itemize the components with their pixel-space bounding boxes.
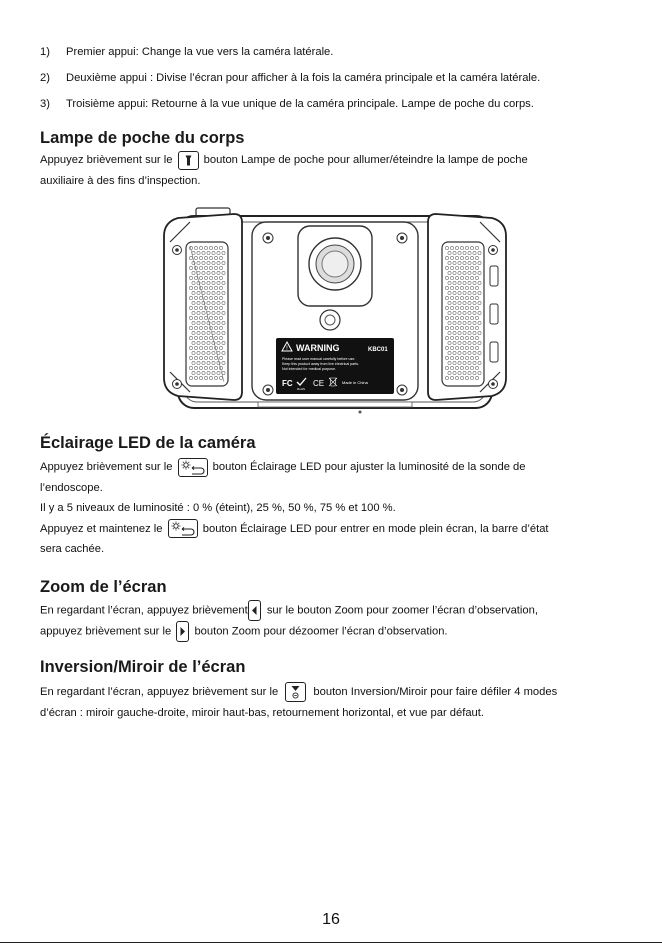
section-title-lampe: Lampe de poche du corps <box>40 129 245 147</box>
section-body-led: Appuyez brièvement sur le bouton Éclairage LED pour ajuster la luminosité de la sonde de l’endoscope. Il y a 5 niveaux de luminosité : 0 % (éteint), 25 %, 50 %, 75 % et 100 %. Appuyez et maintenez le bouton Éclairage LED pour entrer en mode plein écran, la barre d’état sera cachée. <box>40 457 640 560</box>
warning-label-line: Please read user manual carefully before use. <box>282 357 356 361</box>
warning-label-title: WARNING <box>296 343 340 353</box>
zoom-in-icon <box>248 600 261 621</box>
made-in-label: Made in China <box>342 380 368 385</box>
section-title-zoom: Zoom de l’écran <box>40 578 167 596</box>
svg-text:FC: FC <box>282 379 293 388</box>
warning-label-line: Not intended for medical purpose. <box>282 367 336 371</box>
section-body-inversion: En regardant l’écran, appuyez brièvement sur le bouton Inversion/Miroir pour faire défiler 4 modes d’écran : miroir gauche-droite, miroir haut-bas, retournement horizontal, et vue par défaut. <box>40 682 640 723</box>
led-light-icon <box>168 519 198 538</box>
list-item: 3) Troisième appui: Retourne à la vue unique de la caméra principale. Lampe de poche du corps. <box>40 98 534 110</box>
numbered-list <box>40 44 640 122</box>
flashlight-icon <box>178 151 199 170</box>
svg-text:CE: CE <box>313 379 325 388</box>
section-title-led: Éclairage LED de la caméra <box>40 434 256 452</box>
led-light-icon <box>178 458 208 477</box>
section-title-inversion: Inversion/Miroir de l’écran <box>40 658 246 676</box>
warning-label-model: KBC01 <box>368 347 388 353</box>
page-number: 16 <box>322 911 340 928</box>
footer-rule <box>0 942 662 943</box>
warning-label-line: Keep this product away from live electrical parts. <box>282 362 360 366</box>
rohs-label: RoHS <box>297 387 306 391</box>
section-body-lampe: Appuyez brièvement sur le bouton Lampe de poche pour allumer/éteindre la lampe de poche auxiliaire à des fins d’inspection. <box>40 150 640 191</box>
svg-text:!: ! <box>286 346 288 352</box>
section-body-zoom: En regardant l’écran, appuyez brièvement sur le bouton Zoom pour zoomer l’écran d’observation, appuyez brièvement sur le bouton Zoom pour dézoomer l’écran d’observation. <box>40 600 640 641</box>
list-item: 1) Premier appui: Change la vue vers la caméra latérale. <box>40 46 334 58</box>
zoom-out-icon <box>176 621 189 642</box>
endoscope-device-illustration <box>160 206 510 418</box>
mirror-icon <box>285 682 306 702</box>
list-item: 2) Deuxième appui : Divise l’écran pour afficher à la fois la caméra principale et la caméra latérale. <box>40 72 541 84</box>
